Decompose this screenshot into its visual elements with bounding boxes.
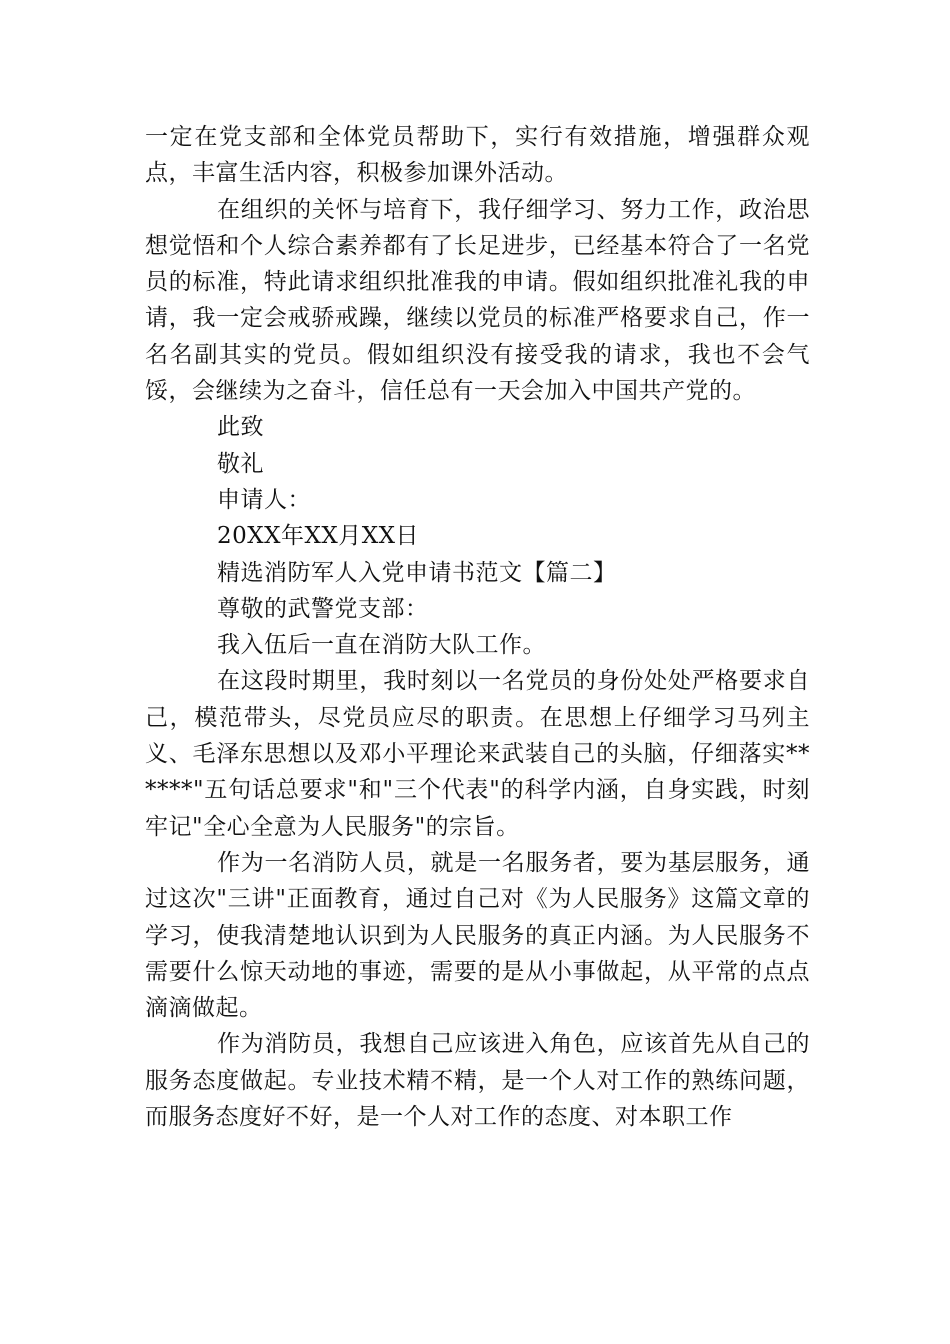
paragraph-service: 作为一名消防人员，就是一名服务者，要为基层服务，通过这次"三讲"正面教育，通过自己对《为人民服务》这篇文章的学习，使我清楚地认识到为人民服务的真正内涵。为人民服务不需要什么惊天动地的事迹，需要的是从小事做起，从平常的点点滴滴做起。: [145, 849, 810, 1022]
document-body: [145, 119, 810, 1135]
closing-salute: 敬礼: [217, 450, 264, 477]
paragraph-request: 在组织的关怀与培育下，我仔细学习、努力工作，政治思想觉悟和个人综合素养都有了长足进步，已经基本符合了一名党员的标准，特此请求组织批准我的申请。假如组织批准礼我的申请，我一定会戒骄戒躁，继续以党员的标准严格要求自己，作一名名副其实的党员。假如组织没有接受我的请求，我也不会气馁，会继续为之奋斗，信任总有一天会加入中国共产党的。: [145, 196, 810, 405]
date-line: 20XX年XX月XX日: [217, 523, 420, 550]
section-heading: 精选消防军人入党申请书范文【篇二】: [217, 559, 617, 586]
paragraph-attitude: 作为消防员，我想自己应该进入角色，应该首先从自己的服务态度做起。专业技术精不精，是一个人对工作的熟练问题，而服务态度好不好，是一个人对工作的态度、对本职工作: [145, 1031, 810, 1131]
closing-greeting: 此致: [217, 414, 264, 441]
salutation: 尊敬的武警党支部：: [217, 595, 429, 622]
paragraph-continuation: 一定在党支部和全体党员帮助下，实行有效措施，增强群众观点，丰富生活内容，积极参加课外活动。: [145, 124, 810, 187]
applicant-label: 申请人：: [217, 486, 311, 513]
paragraph-ideology: 在这段时期里，我时刻以一名党员的身份处处严格要求自己，模范带头，尽党员应尽的职责。在思想上仔细学习马列主义、毛泽东思想以及邓小平理论来武装自己的头脑，仔细落实******"五句话总要求"和"三个代表"的科学内涵，自身实践，时刻牢记"全心全意为人民服务"的宗旨。: [145, 668, 810, 840]
intro-line: 我入伍后一直在消防大队工作。: [217, 632, 546, 659]
